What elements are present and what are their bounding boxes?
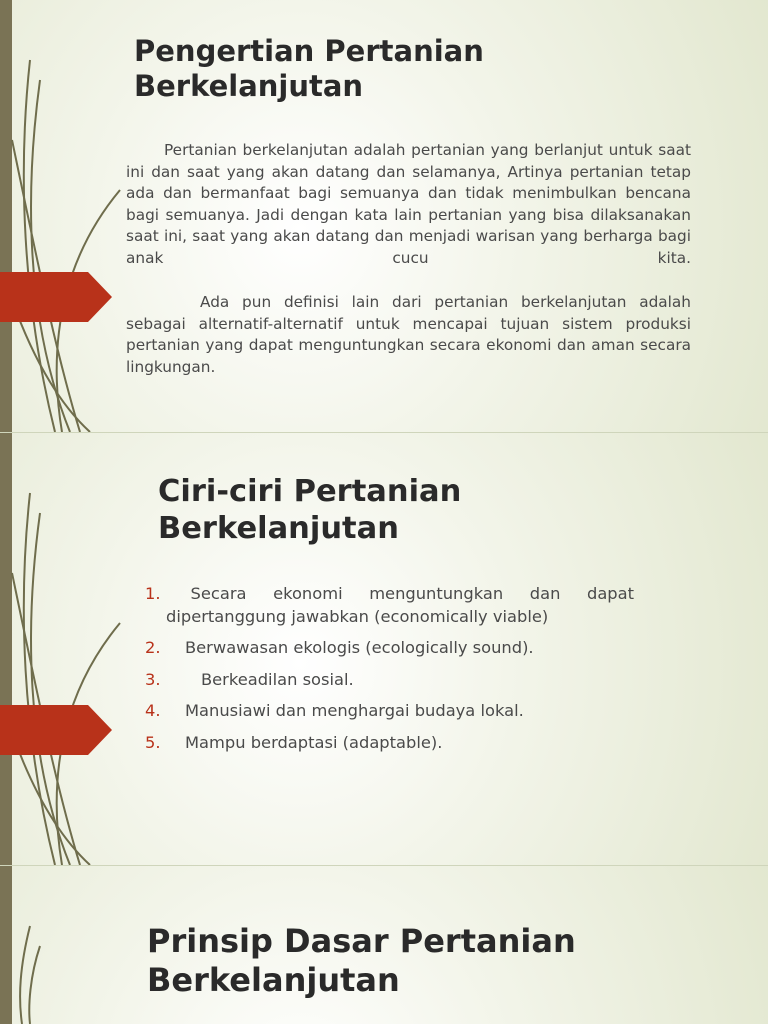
list-number: 2. [145, 638, 161, 657]
slide-1 [0, 0, 768, 432]
arrow-marker [0, 272, 112, 322]
characteristics-list [145, 583, 634, 763]
list-item [145, 583, 634, 628]
slide-title: Prinsip Dasar Pertanian Berkelanjutan [147, 922, 576, 1000]
list-item [145, 669, 634, 692]
list-item-text: Mampu berdaptasi (adaptable). [185, 732, 443, 752]
stems-decoration [0, 866, 130, 1024]
stems-decoration [0, 433, 130, 865]
list-item-text: Manusiawi dan menghargai budaya lokal. [185, 701, 524, 720]
list-number: 3. [145, 669, 161, 689]
list-item-text: Berkeadilan sosial. [201, 669, 354, 689]
stems-decoration [0, 0, 130, 432]
slide-3 [0, 866, 768, 1024]
list-item-text: Berwawasan ekologis (ecologically sound). [185, 638, 534, 657]
slide-title: Ciri-ciri Pertanian Berkelanjutan [158, 474, 462, 547]
arrow-marker [0, 705, 112, 755]
list-number: 5. [145, 732, 161, 752]
paragraph: Pertanian berkelanjutan adalah pertanian yang berlanjut untuk saat ini dan saat yang akan datang dan selamanya, Artinya pertanian tetap ada dan bermanfaat bagi semuanya dan tidak menimbulkan bencana bagi semuanya. Jadi dengan kata lain pertanian yang bisa dilaksanakan saat ini, saat yang akan datang dan menjadi warisan yang berharga bagi anak cucu kita. [126, 141, 691, 267]
list-number: 4. [145, 701, 161, 720]
slide-2 [0, 433, 768, 865]
list-item [145, 732, 634, 755]
paragraph: Ada pun definisi lain dari pertanian berkelanjutan adalah sebagai alternatif-alternatif untuk mencapai tujuan sistem produksi pertanian yang dapat menguntungkan secara ekonomi dan aman secara lingkungan. [126, 293, 691, 376]
list-number: 1. [145, 584, 161, 603]
slide-title: Pengertian Pertanian Berkelanjutan [134, 34, 484, 104]
list-item [145, 637, 634, 660]
list-item-text: Secara ekonomi menguntungkan dan dapat dipertanggung jawabkan (economically viable) [166, 584, 634, 626]
list-item [145, 700, 634, 723]
